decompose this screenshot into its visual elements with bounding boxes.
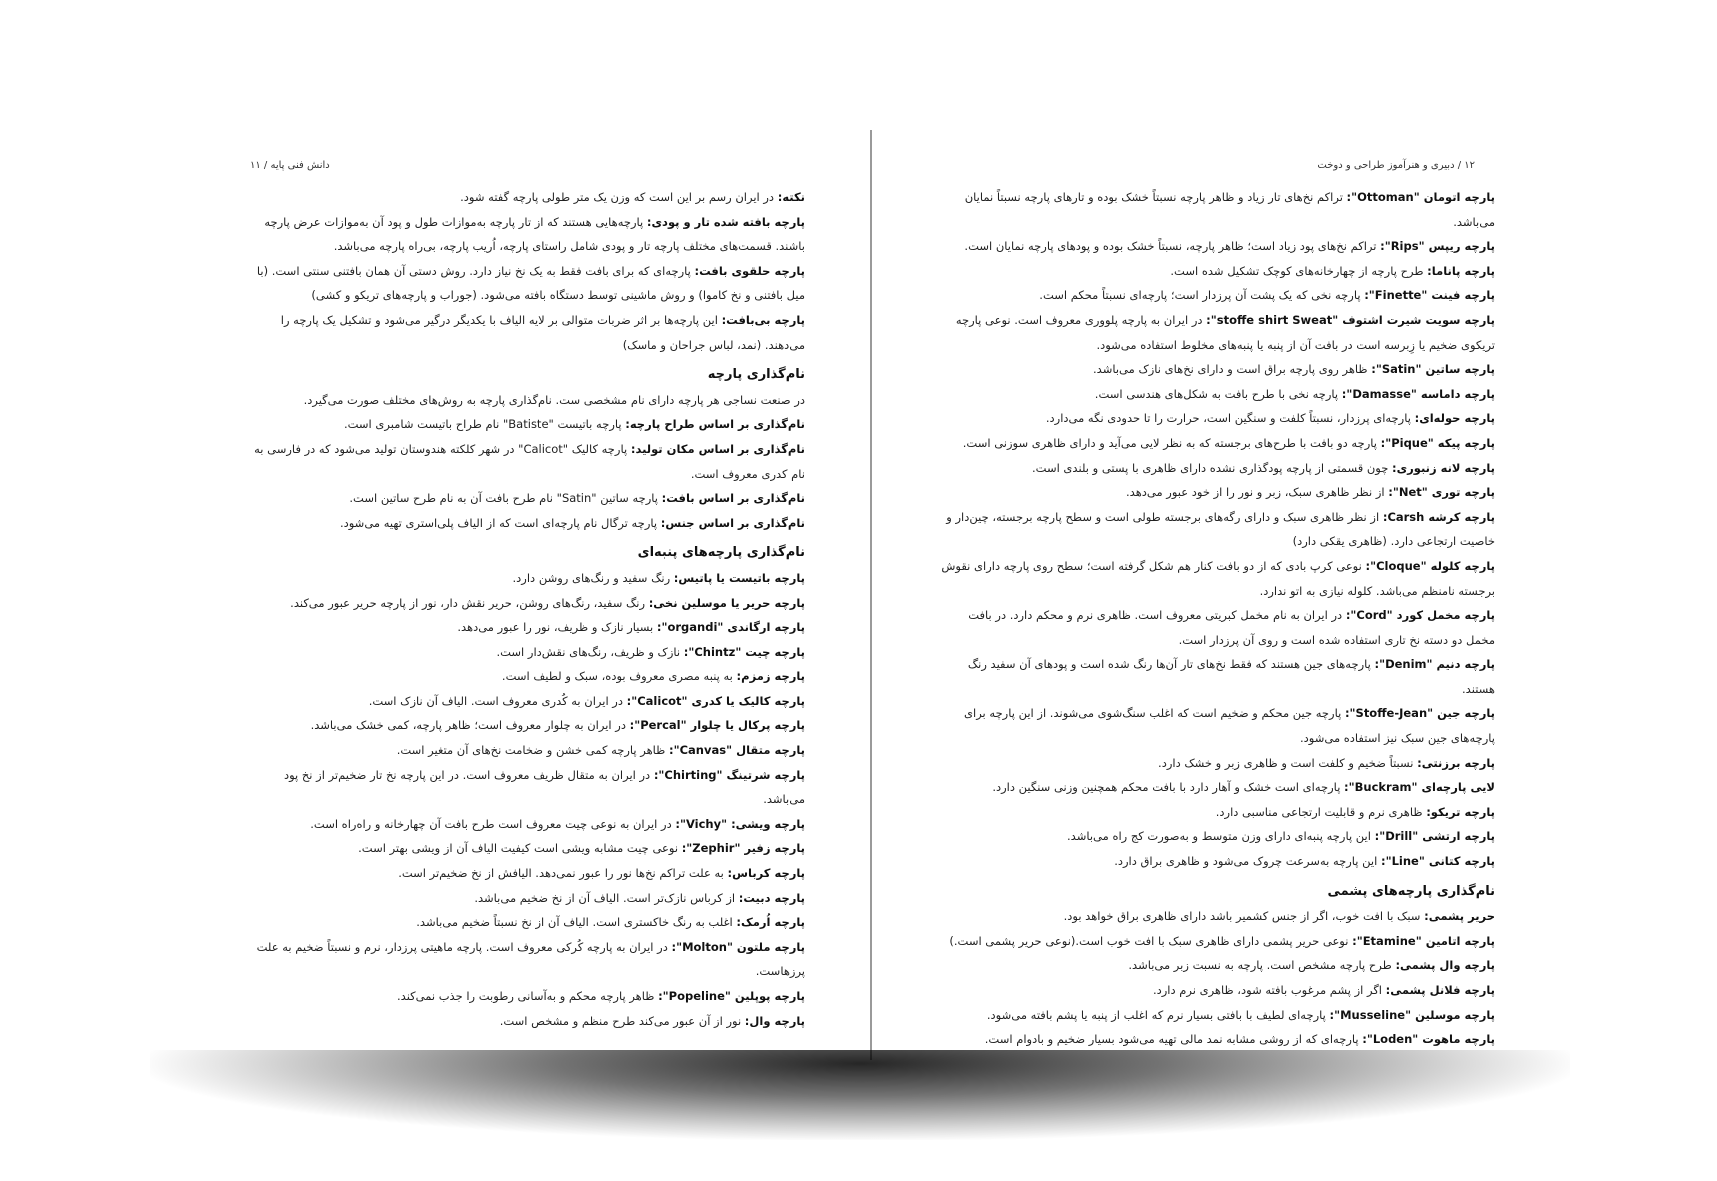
paragraph-text: در ایران به نوعی چیت معروف است طرح بافت آن چهارخانه و راه‌راه است. bbox=[310, 816, 676, 831]
term-label: پارچه لانه زنبوری: bbox=[1392, 460, 1495, 475]
right-text-block bbox=[940, 185, 1495, 1052]
paragraph-text: پارچه نخی با طرح بافت به شکل‌های هندسی است. bbox=[1094, 386, 1342, 401]
term-label: پارچه ماهوت "Loden": bbox=[1362, 1032, 1495, 1047]
term-label: پارچه متقال "Canvas": bbox=[669, 743, 805, 758]
paragraph-text: به پنبه مصری معروف بوده، سبک و لطیف است. bbox=[501, 669, 737, 684]
term-label: پارچه پرکال یا چلوار "Percal": bbox=[629, 718, 805, 733]
term-label: پارچه کلوله "Cloque": bbox=[1365, 558, 1495, 573]
paragraph bbox=[250, 689, 805, 714]
paragraph-text: رنگ سفید و رنگ‌های روشن دارد. bbox=[512, 570, 674, 585]
term-label: پارچه کالیک یا کدری "Calicot": bbox=[626, 693, 805, 708]
term-label: پارچه زفیر "Zephir": bbox=[681, 841, 805, 856]
section-heading: نام‌گذاری پارچه bbox=[707, 367, 805, 383]
term-label: پارچه بافته شده تار و پودی: bbox=[646, 214, 805, 229]
book-spine bbox=[870, 130, 872, 1060]
term-label: پارچه پاناما: bbox=[1427, 263, 1495, 278]
term-label: پارچه حوله‌ای: bbox=[1414, 411, 1495, 426]
section-heading: نام‌گذاری پارچه‌های پنبه‌ای bbox=[637, 545, 805, 561]
paragraph-text: نوعی حریر پشمی دارای ظاهری سبک با افت خوب است.(نوعی حریر پشمی است.) bbox=[949, 933, 1353, 948]
term-label: پارچه وال: bbox=[744, 1013, 805, 1028]
term-label: حریر پشمی: bbox=[1424, 909, 1495, 924]
paragraph-text: پارچه نخی که یک پشت آن پرزدار است؛ پارچه‌ای نسبتاً محکم است. bbox=[1039, 288, 1365, 303]
paragraph-text: پارچه‌های جین هستند که فقط نخ‌های تار آن‌ها رنگ شده است و پودهای آن سفید رنگ هستند. bbox=[967, 657, 1495, 696]
paragraph bbox=[940, 308, 1495, 357]
term-label: پارچه ملتون "Molton": bbox=[671, 939, 805, 954]
term-label: پارچه مخمل کورد "Cord": bbox=[1345, 608, 1495, 623]
term-label: پارچه ویشی: "Vichy": bbox=[675, 816, 805, 831]
paragraph-text: ظاهر پارچه محکم و به‌آسانی رطوبت را جذب نمی‌کند. bbox=[397, 989, 659, 1003]
term-label: پارچه ارتشی "Drill": bbox=[1374, 829, 1495, 844]
paragraph bbox=[250, 591, 805, 616]
paragraph bbox=[940, 849, 1495, 874]
paragraph bbox=[940, 978, 1495, 1003]
paragraph bbox=[940, 382, 1495, 407]
paragraph bbox=[250, 259, 805, 308]
term-label: پارچه داماسه "Damasse": bbox=[1341, 386, 1495, 401]
paragraph-text: رنگ سفید، رنگ‌های روشن، حریر نقش دار، نور از پارچه حریر عبور می‌کند. bbox=[290, 595, 649, 610]
paragraph-text: پارچه‌ای پرزدار، نسبتاً کلفت و سنگین است، حرارت را تا حدودی نگه می‌دارد. bbox=[1045, 411, 1415, 426]
paragraph bbox=[940, 259, 1495, 284]
paragraph-text: از نظر ظاهری سبک و دارای رگه‌های برجسته طولی است و سطح پارچه برجسته، چین‌دار و خاصیت ارتجاعی دارد. (ظاهری یقکی دارد) bbox=[946, 509, 1495, 549]
paragraph-text: تراکم نخ‌های پود زیاد است؛ ظاهر پارچه، نسبتاً خشک بوده و پودهای پارچه نمایان است. bbox=[964, 239, 1381, 254]
paragraph bbox=[940, 283, 1495, 308]
term-label: پارچه تریکو: bbox=[1426, 804, 1495, 819]
paragraph-text: پارچه باتیست "Batiste" نام طراح باتیست شامبری است. bbox=[343, 417, 626, 432]
paragraph bbox=[940, 456, 1495, 481]
paragraph bbox=[940, 1003, 1495, 1028]
paragraph bbox=[250, 910, 805, 935]
paragraph-text: ظاهر پارچه کمی خشن و ضخامت نخ‌های آن متغیر است. bbox=[396, 743, 669, 758]
left-running-head: دانش فنی پایه / ۱۱ bbox=[250, 160, 330, 171]
paragraph-text: چون قسمتی از پارچه پودگذاری نشده دارای ظاهری با پستی و بلندی است. bbox=[1032, 460, 1393, 475]
paragraph bbox=[250, 738, 805, 763]
term-label: پارچه فینت "Finette": bbox=[1364, 288, 1495, 303]
paragraph-text: نازک و ظریف، رنگ‌های نقش‌دار است. bbox=[496, 644, 684, 659]
paragraph-text: طرح پارچه مشخص است. پارچه به نسبت زبر می‌باشد. bbox=[1128, 958, 1396, 973]
term-label: پارچه فلانل پشمی: bbox=[1385, 983, 1495, 997]
paragraph bbox=[250, 308, 805, 357]
term-label: پارچه پیکه "Pique": bbox=[1380, 435, 1495, 450]
paragraph-text: تراکم نخ‌های تار زیاد و ظاهر پارچه نسبتاً خشک بوده و تارهای پارچه نسبتاً نمایان می‌باشد. bbox=[964, 190, 1495, 229]
paragraph bbox=[250, 388, 805, 413]
paragraph bbox=[250, 935, 805, 984]
term-label: پارچه توری "Net": bbox=[1388, 485, 1495, 500]
paragraph-text: اغلب به رنگ خاکستری است. الیاف آن از نخ نسبتاً ضخیم می‌باشد. bbox=[416, 915, 737, 930]
paragraph-text: در ایران به متقال ظریف معروف است. در این پارچه نخ تار ضخیم‌تر از نخ پود می‌باشد. bbox=[283, 767, 805, 807]
paragraph-text: این پارچه به‌سرعت چروک می‌شود و ظاهری براق دارد. bbox=[1114, 854, 1381, 869]
paragraph-text: بسیار نازک و ظریف، نور را عبور می‌دهد. bbox=[457, 620, 657, 635]
term-label: پارچه شرتینگ "Chirting": bbox=[653, 767, 805, 782]
term-label: پارچه کتانی "Line": bbox=[1380, 854, 1495, 869]
term-label: پارچه بی‌بافت: bbox=[721, 312, 805, 327]
paragraph bbox=[250, 713, 805, 738]
paragraph bbox=[250, 210, 805, 259]
term-label: نام‌گذاری بر اساس جنس: bbox=[660, 515, 805, 530]
paragraph-text: از نظر ظاهری سبک، زبر و نور را از خود عبور می‌دهد. bbox=[1126, 485, 1389, 500]
term-label: نام‌گذاری بر اساس بافت: bbox=[661, 491, 805, 506]
term-label: پارچه برزنتی: bbox=[1417, 755, 1495, 770]
paragraph bbox=[250, 566, 805, 591]
paragraph-text: در ایران به پارچه پلووری معروف است. نوعی پارچه تریکوی ضخیم یا زِبرسه است در بافت آن از پنبه یا پنبه‌های مخلوط استفاده می‌شود. bbox=[955, 312, 1495, 352]
paragraph-text: نوعی کرپ بادی که از دو بافت کنار هم شکل گرفته است؛ سطح روی پارچه دارای نقوش برجسته نامنظم می‌باشد. کلوله نیازی به اتو ندارد. bbox=[941, 558, 1495, 598]
paragraph bbox=[940, 234, 1495, 259]
paragraph-text: در ایران به نام مخمل کبریتی معروف است. ظاهری نرم و محکم دارد. در بافت مخمل دو دسته نخ تاری استفاده شده است و روی آن پرزدار است. bbox=[968, 608, 1495, 647]
paragraph-text: از کرباس نازک‌تر است. الیاف آن از نخ ضخیم می‌باشد. bbox=[474, 890, 739, 905]
term-label: پارچه سویت شیرت اشتوف "stoffe shirt Sweat": bbox=[1206, 312, 1495, 327]
term-label: پارچه کرباس: bbox=[727, 866, 805, 881]
paragraph bbox=[250, 836, 805, 861]
left-page bbox=[180, 120, 870, 1070]
paragraph bbox=[940, 554, 1495, 603]
paragraph-text: اگر از پشم مرغوب بافته شود، ظاهری نرم دارد. bbox=[1152, 983, 1386, 997]
paragraph bbox=[250, 615, 805, 640]
paragraph-text: در ایران به چلوار معروف است؛ ظاهر پارچه، کمی خشک می‌باشد. bbox=[310, 718, 630, 733]
paragraph bbox=[940, 904, 1495, 929]
paragraph bbox=[250, 437, 805, 486]
open-book bbox=[180, 120, 1540, 1070]
paragraph-text: در صنعت نساجی هر پارچه دارای نام مشخصی ست. نام‌گذاری پارچه به روش‌های مختلف صورت می‌گیرد. bbox=[303, 392, 805, 407]
paragraph-text: پارچه کالیک "Calicot" در شهر کلکته هندوستان تولید می‌شود که در فارسی به نام کدری معروف است. bbox=[254, 441, 805, 481]
left-text-block bbox=[250, 185, 805, 1033]
term-label: پارچه وال پشمی: bbox=[1395, 958, 1495, 973]
paragraph-text: ظاهری نرم و قابلیت ارتجاعی مناسبی دارد. bbox=[1215, 804, 1427, 819]
paragraph bbox=[940, 800, 1495, 825]
paragraph bbox=[940, 185, 1495, 234]
paragraph-text: در ایران به پارچه کُرکی معروف است. پارچه ماهیتی پرزدار، نرم و نسبتاً ضخیم به علت پرزهاست. bbox=[256, 939, 805, 979]
paragraph-text: سبک با افت خوب، اگر از جنس کشمیر باشد دارای ظاهری براق خواهد بود. bbox=[1063, 909, 1425, 924]
paragraph bbox=[940, 505, 1495, 554]
paragraph-text: نوعی چیت مشابه ویشی است کیفیت الیاف آن از ویشی بهتر است. bbox=[358, 841, 682, 856]
term-label: نام‌گذاری بر اساس طراح پارچه: bbox=[625, 417, 805, 432]
section-heading: نام‌گذاری پارچه‌های پشمی bbox=[1327, 883, 1495, 899]
paragraph-text: پارچه جین محکم و ضخیم است که اغلب سنگ‌شوی می‌شوند. از این پارچه برای پارچه‌های جین سبک نیز استفاده می‌شود. bbox=[964, 706, 1495, 746]
paragraph-text: پارچه ترگال نام پارچه‌ای است که از الیاف پلی‌استری تهیه می‌شود. bbox=[339, 515, 661, 530]
term-label: پارچه باتیست یا پاتیس: bbox=[673, 570, 805, 585]
paragraph bbox=[940, 431, 1495, 456]
term-label: پارچه حلقوی بافت: bbox=[694, 263, 805, 278]
paragraph bbox=[940, 357, 1495, 382]
paragraph bbox=[250, 861, 805, 886]
term-label: پارچه اتامین "Etamine": bbox=[1352, 933, 1495, 948]
term-label: پارچه دنیم "Denim": bbox=[1374, 657, 1495, 672]
paragraph bbox=[250, 763, 805, 812]
term-label: پارچه ریپس "Rips": bbox=[1380, 239, 1495, 254]
term-label: پارچه کرشه Carsh: bbox=[1382, 509, 1495, 524]
term-label: پارچه موسلین "Musseline": bbox=[1329, 1007, 1495, 1022]
paragraph-text: پارچه دو بافت با طرح‌های برجسته که به نظر لایی می‌آید و دارای ظاهری سوزنی است. bbox=[962, 435, 1381, 450]
paragraph bbox=[250, 664, 805, 689]
paragraph-text: در ایران رسم بر این است که وزن یک متر طولی پارچه گفته شود. bbox=[460, 190, 778, 204]
paragraph bbox=[250, 640, 805, 665]
term-label: پارچه زمزم: bbox=[736, 669, 805, 684]
paragraph-text: طرح پارچه از چهارخانه‌های کوچک تشکیل شده است. bbox=[1170, 263, 1428, 278]
paragraph bbox=[250, 886, 805, 911]
paragraph bbox=[940, 751, 1495, 776]
paragraph bbox=[940, 953, 1495, 978]
paragraph-text: پارچه‌ای لطیف با بافتی بسیار نرم که اغلب از پنبه یا پشم بافته می‌شود. bbox=[986, 1007, 1330, 1022]
paragraph bbox=[250, 185, 805, 210]
paragraph bbox=[940, 775, 1495, 800]
paragraph bbox=[940, 1027, 1495, 1052]
right-running-head: ۱۲ / دبیری و هنرآموز طراحی و دوخت bbox=[1317, 160, 1475, 171]
term-label: پارچه چیت "Chintz": bbox=[683, 644, 805, 659]
paragraph-text: ظاهر روی پارچه براق است و دارای نخ‌های نازک می‌باشد. bbox=[1093, 362, 1372, 377]
paragraph bbox=[940, 480, 1495, 505]
paragraph-text: به علت تراکم نخ‌ها نور را عبور نمی‌دهد. الیافش از نخ ضخیم‌تر است. bbox=[398, 866, 728, 881]
paragraph-text: پارچه‌هایی هستند که از تار پارچه به‌موازات طول و پود آن به‌موازات عرض پارچه باشند. قسمت‌های مختلف پارچه تار و پودی شامل راستای پارچه، اُریب پارچه، بی‌راه پارچه می‌باشد. bbox=[264, 214, 805, 254]
paragraph-text: پارچه‌ای که از روشی مشابه نمد مالی تهیه می‌شود بسیار ضخیم و بادوام است. bbox=[984, 1032, 1363, 1047]
paragraph-text: این پارچه‌ها بر اثر ضربات متوالی بر لایه الیاف با یکدیگر درگیر می‌شود و تشکیل یک پارچه را می‌دهند. (نمد، لباس جراحان و ماسک) bbox=[280, 312, 805, 352]
paragraph bbox=[940, 824, 1495, 849]
term-label: لایی پارچه‌ای "Buckram": bbox=[1344, 780, 1495, 795]
term-label: پارچه ارگاندی "organdi": bbox=[656, 620, 805, 635]
paragraph-text: نسبتاً ضخیم و کلفت است و ظاهری زبر و خشک دارد. bbox=[1158, 755, 1418, 770]
paragraph bbox=[250, 486, 805, 511]
term-label: نکته: bbox=[777, 190, 805, 204]
term-label: پارچه ساتین "Satin": bbox=[1371, 362, 1495, 377]
term-label: پارچه اتومان "Ottoman": bbox=[1346, 190, 1495, 204]
paragraph bbox=[250, 511, 805, 536]
paragraph bbox=[250, 984, 805, 1009]
paragraph bbox=[940, 603, 1495, 652]
paragraph-text: پارچه ساتین "Satin" نام طرح بافت آن به نام طرح ساتین است. bbox=[349, 491, 662, 506]
term-label: پارچه پوپلین "Popeline": bbox=[658, 989, 805, 1003]
paragraph bbox=[940, 929, 1495, 954]
term-label: پارچه دبیت: bbox=[738, 890, 805, 905]
paragraph-text: نور از آن عبور می‌کند طرح منظم و مشخص است. bbox=[499, 1013, 745, 1028]
paragraph bbox=[250, 812, 805, 837]
paragraph-text: این پارچه پنبه‌ای دارای وزن متوسط و به‌صورت کج راه می‌باشد. bbox=[1067, 829, 1375, 844]
paragraph bbox=[940, 652, 1495, 701]
paragraph bbox=[940, 406, 1495, 431]
term-label: نام‌گذاری بر اساس مکان تولید: bbox=[630, 441, 805, 456]
term-label: پارچه حریر یا موسلین نخی: bbox=[648, 595, 805, 610]
paragraph bbox=[250, 1009, 805, 1034]
right-page bbox=[880, 120, 1540, 1070]
paragraph-text: پارچه‌ای که برای بافت فقط به یک نخ نیاز دارد. روش دستی آن همان بافتنی سنتی است. (با میل بافتنی و نخ کاموا) و روش ماشینی توسط دستگاه بافته می‌شود. (جوراب و پارچه‌های تریکو و کشی) bbox=[256, 263, 805, 303]
paragraph-text: در ایران به کُدری معروف است. الیاف آن نازک است. bbox=[368, 693, 627, 708]
book-shadow bbox=[150, 1050, 1570, 1140]
term-label: پارچه اُرمک: bbox=[736, 915, 805, 930]
paragraph bbox=[940, 701, 1495, 750]
paragraph-text: پارچه‌ای است خشک و آهار دارد با بافت محکم همچنین وزنی سنگین دارد. bbox=[992, 780, 1345, 795]
term-label: پارچه جین "Stoffe-Jean": bbox=[1344, 706, 1495, 721]
paragraph bbox=[250, 412, 805, 437]
